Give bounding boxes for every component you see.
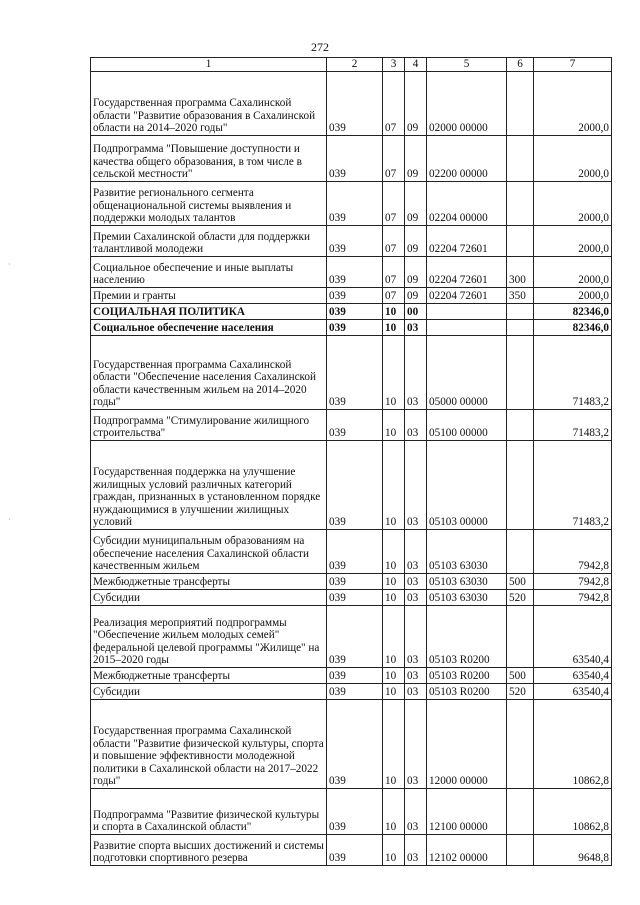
table-row: [91, 684, 612, 700]
row-subsection-cell: 03: [405, 835, 427, 866]
row-subsection-cell: 03: [405, 320, 427, 336]
row-expense-type-cell: 350: [507, 288, 534, 304]
row-target-article-cell: 05103 R0200: [427, 606, 507, 668]
row-grbs-cell: 039: [327, 136, 383, 182]
table-row: [91, 182, 612, 226]
row-target-article-cell: 05103 R0200: [427, 668, 507, 684]
row-section-cell: 10: [383, 530, 405, 574]
margin-dot: ·: [8, 515, 11, 524]
row-grbs-cell: 039: [327, 336, 383, 410]
table-row: [91, 410, 612, 441]
row-grbs-cell: 039: [327, 441, 383, 530]
row-name-cell: Премии Сахалинской области для поддержки талантливой молодежи: [91, 226, 327, 257]
row-section-cell: 10: [383, 336, 405, 410]
row-name-cell: Развитие регионального сегмента общенациональной системы выявления и поддержки молодых талантов: [91, 182, 327, 226]
row-name-cell: Реализация мероприятий подпрограммы "Обеспечение жильем молодых семей" федеральной целевой программы "Жилище" на 2015–2020 годы: [91, 606, 327, 668]
row-section-cell: 10: [383, 684, 405, 700]
row-amount-cell: 7942,8: [534, 530, 612, 574]
row-expense-type-cell: [507, 304, 534, 320]
row-target-article-cell: 02204 72601: [427, 288, 507, 304]
row-amount-cell: 2000,0: [534, 136, 612, 182]
row-section-cell: 10: [383, 590, 405, 606]
row-target-article-cell: 12100 00000: [427, 789, 507, 835]
row-name-cell: Государственная программа Сахалинской области "Развитие физической культуры, спорта и повышение эффективности молодежной политики в Сахалинской области на 2017–2022 годы": [91, 700, 327, 789]
row-section-cell: 07: [383, 182, 405, 226]
row-target-article-cell: 02000 00000: [427, 72, 507, 136]
row-expense-type-cell: 300: [507, 257, 534, 288]
header-cell: 2: [327, 58, 383, 72]
row-amount-cell: 63540,4: [534, 606, 612, 668]
row-amount-cell: 71483,2: [534, 410, 612, 441]
row-expense-type-cell: [507, 530, 534, 574]
row-expense-type-cell: [507, 182, 534, 226]
row-name-cell: Социальное обеспечение и иные выплаты населению: [91, 257, 327, 288]
row-expense-type-cell: [507, 410, 534, 441]
row-section-cell: 10: [383, 789, 405, 835]
table-row: [91, 226, 612, 257]
row-name-cell: СОЦИАЛЬНАЯ ПОЛИТИКА: [91, 304, 327, 320]
row-amount-cell: 82346,0: [534, 320, 612, 336]
row-target-article-cell: 02204 00000: [427, 182, 507, 226]
row-grbs-cell: 039: [327, 72, 383, 136]
row-target-article-cell: 05103 00000: [427, 441, 507, 530]
row-name-cell: Социальное обеспечение населения: [91, 320, 327, 336]
page-number: 272: [311, 40, 329, 54]
row-name-cell: Государственная программа Сахалинской области "Обеспечение населения Сахалинской области качественным жильем на 2014–2020 годы": [91, 336, 327, 410]
row-subsection-cell: 09: [405, 257, 427, 288]
header-row: [91, 58, 612, 72]
row-amount-cell: 10862,8: [534, 789, 612, 835]
table-row: [91, 789, 612, 835]
row-subsection-cell: 03: [405, 336, 427, 410]
row-grbs-cell: 039: [327, 606, 383, 668]
row-amount-cell: 2000,0: [534, 72, 612, 136]
row-name-cell: Подпрограмма "Повышение доступности и качества общего образования, в том числе в сельской местности": [91, 136, 327, 182]
row-name-cell: Субсидии: [91, 684, 327, 700]
table-row: [91, 441, 612, 530]
row-name-cell: Межбюджетные трансферты: [91, 574, 327, 590]
row-subsection-cell: 03: [405, 590, 427, 606]
row-expense-type-cell: [507, 136, 534, 182]
row-section-cell: 10: [383, 441, 405, 530]
row-target-article-cell: 05103 63030: [427, 530, 507, 574]
row-amount-cell: 9648,8: [534, 835, 612, 866]
row-subsection-cell: 03: [405, 441, 427, 530]
row-subsection-cell: 03: [405, 789, 427, 835]
row-section-cell: 10: [383, 410, 405, 441]
row-amount-cell: 7942,8: [534, 574, 612, 590]
row-section-cell: 07: [383, 288, 405, 304]
row-amount-cell: 71483,2: [534, 441, 612, 530]
row-target-article-cell: 05103 63030: [427, 574, 507, 590]
row-target-article-cell: 02200 00000: [427, 136, 507, 182]
row-name-cell: Государственная программа Сахалинской области "Развитие образования в Сахалинской области на 2014–2020 годы": [91, 72, 327, 136]
row-expense-type-cell: [507, 72, 534, 136]
row-target-article-cell: 05103 63030: [427, 590, 507, 606]
row-amount-cell: 10862,8: [534, 700, 612, 789]
header-cell: 7: [534, 58, 612, 72]
row-target-article-cell: [427, 304, 507, 320]
table-row: [91, 530, 612, 574]
row-expense-type-cell: [507, 835, 534, 866]
row-amount-cell: 7942,8: [534, 590, 612, 606]
row-grbs-cell: 039: [327, 668, 383, 684]
row-name-cell: Субсидии муниципальным образованиям на обеспечение населения Сахалинской области качественным жильем: [91, 530, 327, 574]
row-section-cell: 07: [383, 72, 405, 136]
row-grbs-cell: 039: [327, 182, 383, 226]
row-subsection-cell: 03: [405, 606, 427, 668]
row-expense-type-cell: [507, 226, 534, 257]
header-cell: 3: [383, 58, 405, 72]
row-grbs-cell: 039: [327, 530, 383, 574]
row-target-article-cell: 05103 R0200: [427, 684, 507, 700]
header-cell: 5: [427, 58, 507, 72]
row-section-cell: 10: [383, 304, 405, 320]
table-row: [91, 835, 612, 866]
table-row: [91, 136, 612, 182]
row-section-cell: 10: [383, 700, 405, 789]
row-name-cell: Развитие спорта высших достижений и системы подготовки спортивного резерва: [91, 835, 327, 866]
row-amount-cell: 2000,0: [534, 226, 612, 257]
table-row: [91, 700, 612, 789]
row-subsection-cell: 03: [405, 410, 427, 441]
row-amount-cell: 2000,0: [534, 288, 612, 304]
table-row: [91, 336, 612, 410]
row-grbs-cell: 039: [327, 590, 383, 606]
row-subsection-cell: 00: [405, 304, 427, 320]
row-target-article-cell: 02204 72601: [427, 257, 507, 288]
row-expense-type-cell: [507, 336, 534, 410]
row-grbs-cell: 039: [327, 684, 383, 700]
table-row: [91, 574, 612, 590]
row-subsection-cell: 09: [405, 226, 427, 257]
row-subsection-cell: 09: [405, 72, 427, 136]
row-grbs-cell: 039: [327, 320, 383, 336]
row-grbs-cell: 039: [327, 304, 383, 320]
row-subsection-cell: 03: [405, 574, 427, 590]
row-grbs-cell: 039: [327, 257, 383, 288]
row-section-cell: 10: [383, 835, 405, 866]
row-section-cell: 10: [383, 668, 405, 684]
table-row: [91, 304, 612, 320]
row-target-article-cell: 12102 00000: [427, 835, 507, 866]
row-subsection-cell: 03: [405, 530, 427, 574]
row-amount-cell: 63540,4: [534, 684, 612, 700]
row-amount-cell: 71483,2: [534, 336, 612, 410]
row-amount-cell: 2000,0: [534, 182, 612, 226]
budget-table: [90, 57, 612, 866]
row-grbs-cell: 039: [327, 574, 383, 590]
row-expense-type-cell: [507, 700, 534, 789]
row-target-article-cell: 12000 00000: [427, 700, 507, 789]
table-row: [91, 668, 612, 684]
table-row: [91, 606, 612, 668]
row-grbs-cell: 039: [327, 226, 383, 257]
margin-dot: ·: [8, 260, 11, 269]
row-expense-type-cell: 520: [507, 590, 534, 606]
table-row: [91, 320, 612, 336]
row-name-cell: Премии и гранты: [91, 288, 327, 304]
row-name-cell: Государственная поддержка на улучшение жилищных условий различных категорий граждан, признанных в установленном порядке нуждающимися в улучшении жилищных условий: [91, 441, 327, 530]
row-expense-type-cell: [507, 320, 534, 336]
row-section-cell: 10: [383, 574, 405, 590]
row-section-cell: 10: [383, 320, 405, 336]
header-cell: 6: [507, 58, 534, 72]
row-name-cell: Субсидии: [91, 590, 327, 606]
row-section-cell: 10: [383, 606, 405, 668]
row-section-cell: 07: [383, 226, 405, 257]
table-row: [91, 257, 612, 288]
row-name-cell: Межбюджетные трансферты: [91, 668, 327, 684]
table-row: [91, 590, 612, 606]
row-amount-cell: 2000,0: [534, 257, 612, 288]
row-name-cell: Подпрограмма "Развитие физической культуры и спорта в Сахалинской области": [91, 789, 327, 835]
row-grbs-cell: 039: [327, 789, 383, 835]
row-subsection-cell: 03: [405, 684, 427, 700]
header-cell: 4: [405, 58, 427, 72]
row-amount-cell: 82346,0: [534, 304, 612, 320]
row-expense-type-cell: [507, 441, 534, 530]
table-body: [91, 72, 612, 866]
row-grbs-cell: 039: [327, 835, 383, 866]
row-section-cell: 07: [383, 257, 405, 288]
row-expense-type-cell: 500: [507, 574, 534, 590]
row-subsection-cell: 09: [405, 288, 427, 304]
row-target-article-cell: 05100 00000: [427, 410, 507, 441]
row-grbs-cell: 039: [327, 410, 383, 441]
table-row: [91, 288, 612, 304]
row-expense-type-cell: [507, 606, 534, 668]
row-target-article-cell: 05000 00000: [427, 336, 507, 410]
row-target-article-cell: 02204 72601: [427, 226, 507, 257]
row-section-cell: 07: [383, 136, 405, 182]
row-subsection-cell: 09: [405, 182, 427, 226]
row-grbs-cell: 039: [327, 288, 383, 304]
table-row: [91, 72, 612, 136]
header-cell: 1: [91, 58, 327, 72]
row-amount-cell: 63540,4: [534, 668, 612, 684]
row-grbs-cell: 039: [327, 700, 383, 789]
row-name-cell: Подпрограмма "Стимулирование жилищного строительства": [91, 410, 327, 441]
row-subsection-cell: 03: [405, 700, 427, 789]
row-subsection-cell: 09: [405, 136, 427, 182]
row-expense-type-cell: 520: [507, 684, 534, 700]
row-expense-type-cell: 500: [507, 668, 534, 684]
row-target-article-cell: [427, 320, 507, 336]
row-expense-type-cell: [507, 789, 534, 835]
row-subsection-cell: 03: [405, 668, 427, 684]
